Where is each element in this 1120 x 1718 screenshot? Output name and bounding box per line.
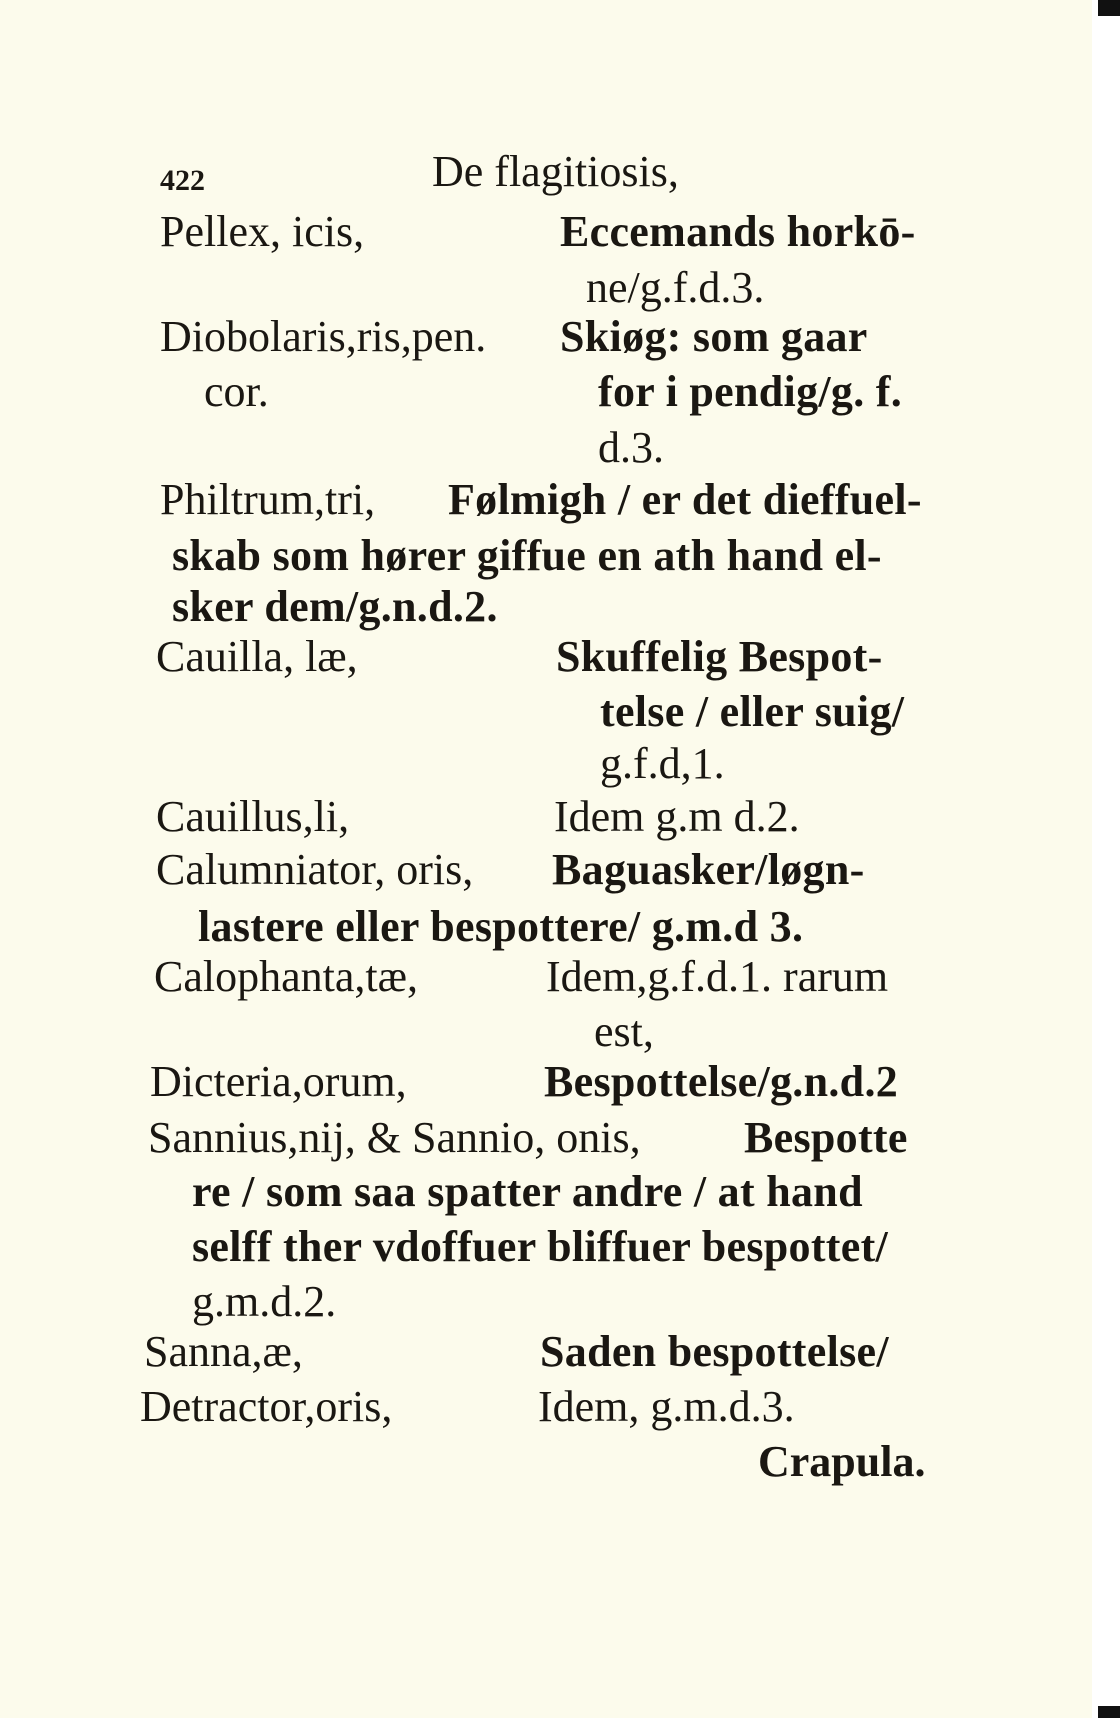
latin-term: Diobolaris,ris,pen.	[160, 312, 487, 361]
danish-gloss: Bespottelse/g.n.d.2	[544, 1057, 899, 1106]
latin-term: Calumniator, oris,	[156, 845, 474, 894]
danish-gloss: skab som hører giffue en ath hand el-	[172, 531, 882, 580]
latin-term: Sannius,nij, & Sannio, onis,	[148, 1113, 641, 1162]
danish-gloss: telse / eller suig/	[600, 687, 905, 736]
latin-term: Pellex, icis,	[160, 207, 365, 256]
danish-gloss: ne/g.f.d.3.	[586, 263, 765, 312]
danish-gloss: Idem, g.m.d.3.	[538, 1382, 795, 1431]
danish-gloss: g.m.d.2.	[192, 1277, 337, 1326]
catchword: Crapula.	[758, 1437, 926, 1486]
danish-gloss: d.3.	[598, 423, 664, 472]
scan-edge-mark	[1098, 0, 1120, 16]
danish-gloss: sker dem/g.n.d.2.	[172, 582, 498, 631]
latin-term: Sanna,æ,	[144, 1327, 303, 1376]
latin-term: cor.	[204, 367, 269, 416]
running-title: De flagitiosis,	[432, 147, 679, 196]
danish-gloss: re / som saa spatter andre / at hand	[192, 1167, 863, 1216]
latin-term: Dicteria,orum,	[150, 1057, 407, 1106]
danish-gloss: Saden bespottelse/	[540, 1327, 889, 1376]
danish-gloss: Baguasker/løgn-	[552, 845, 865, 894]
danish-gloss: Bespotte	[744, 1113, 908, 1162]
danish-gloss: Skuffelig Bespot-	[556, 632, 883, 681]
latin-term: Cauilla, læ,	[156, 632, 358, 681]
scan-edge-mark	[1098, 1706, 1120, 1718]
danish-gloss: g.f.d,1.	[600, 739, 725, 788]
latin-term: Detractor,oris,	[140, 1382, 393, 1431]
danish-gloss: lastere eller bespottere/ g.m.d 3.	[198, 902, 804, 951]
danish-gloss: Skiøg: som gaar	[560, 312, 868, 361]
latin-term: Cauillus,li,	[156, 792, 350, 841]
danish-gloss: est,	[594, 1007, 654, 1056]
page-number: 422	[160, 164, 205, 197]
danish-gloss: selff ther vdoffuer bliffuer bespottet/	[192, 1222, 889, 1271]
latin-term: Calophanta,tæ,	[154, 952, 418, 1001]
danish-gloss: for i pendig/g. f.	[598, 367, 903, 416]
danish-gloss: Eccemands horkō-	[560, 207, 916, 256]
danish-gloss: Følmigh / er det dieffuel-	[448, 475, 922, 524]
danish-gloss: Idem,g.f.d.1. rarum	[546, 952, 889, 1001]
latin-term: Philtrum,tri,	[160, 475, 376, 524]
danish-gloss: Idem g.m d.2.	[554, 792, 800, 841]
